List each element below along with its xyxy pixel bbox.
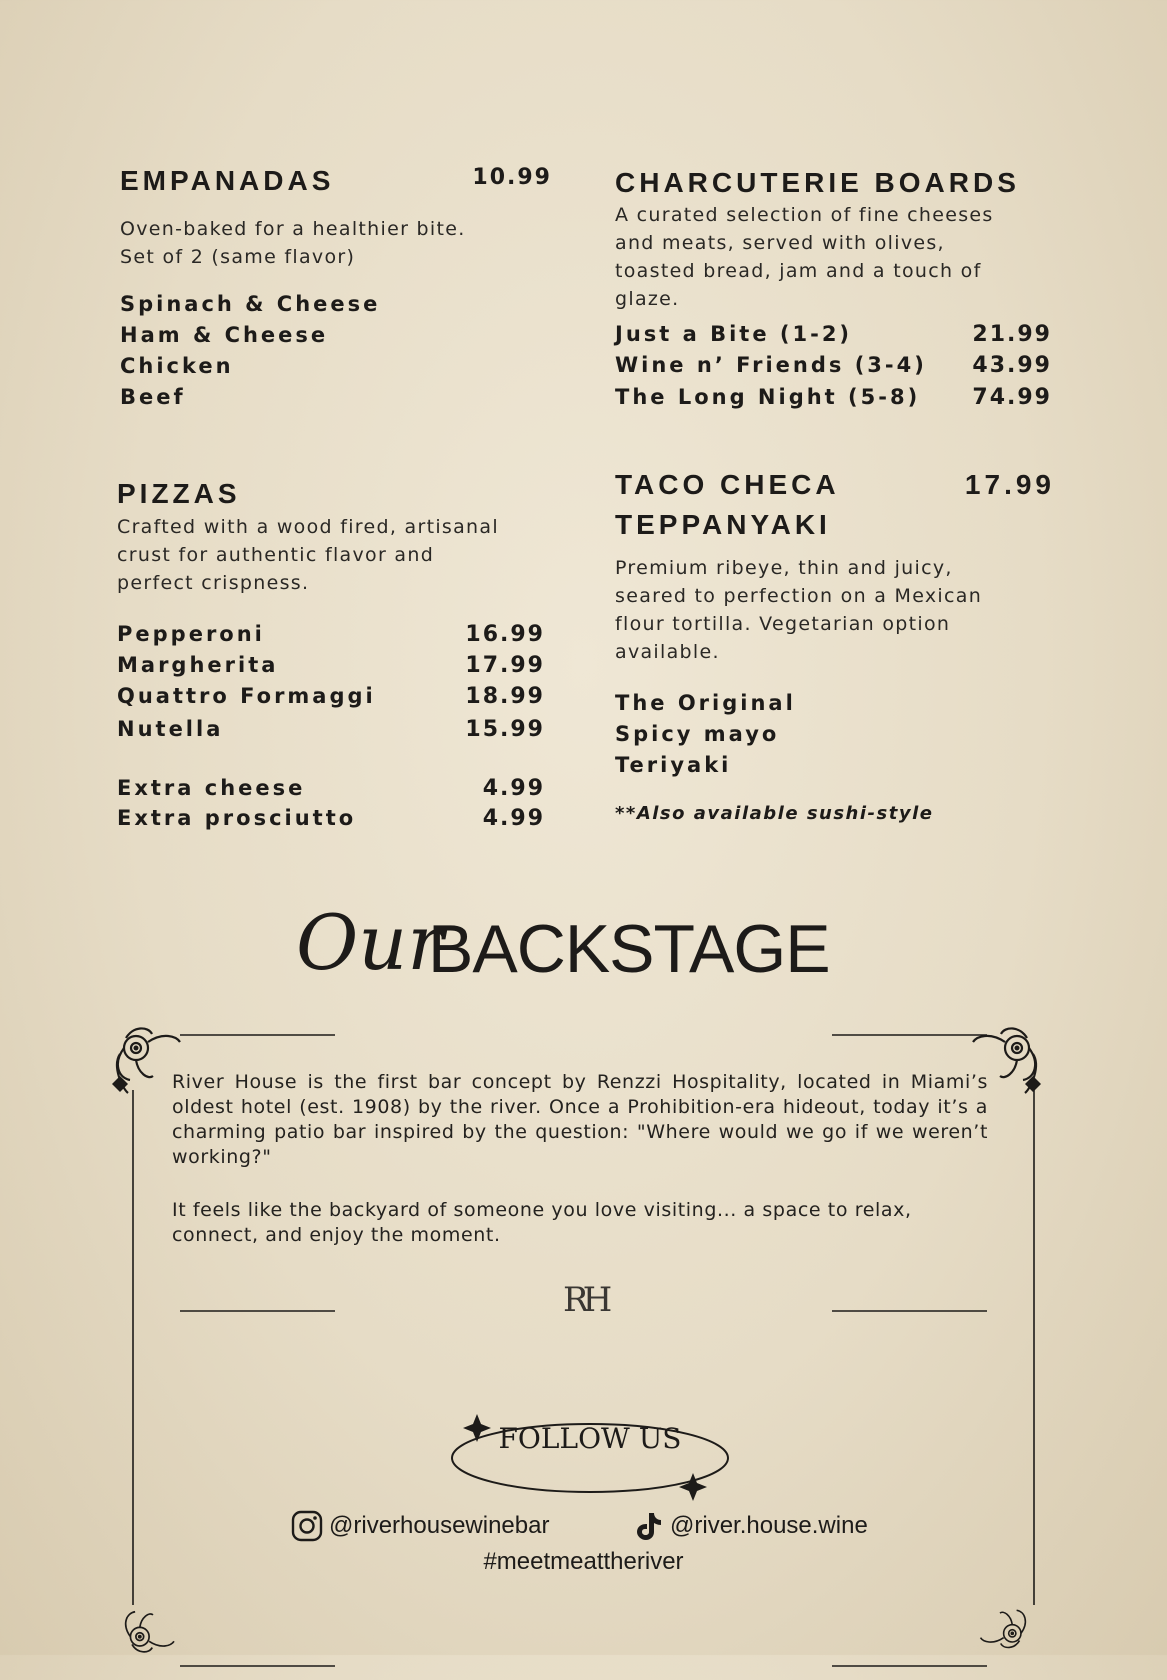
- tiktok-handle-link[interactable]: [632, 1510, 868, 1542]
- item-name: Pepperoni: [117, 622, 265, 646]
- item-price: 17.99: [465, 653, 545, 678]
- menu-row: [117, 776, 545, 801]
- taco-note: **Also available sushi-style: [615, 803, 934, 824]
- hashtag: #meetmeattheriver: [483, 1548, 684, 1575]
- empanadas-price: 10.99: [472, 165, 552, 190]
- item-price: 16.99: [465, 622, 545, 647]
- taco-description: [615, 554, 1055, 666]
- empanadas-description: [120, 215, 560, 271]
- backstage-script-word: Our: [296, 898, 444, 987]
- list-item: The Original: [615, 691, 796, 715]
- charcuterie-title: CHARCUTERIE BOARDS: [615, 167, 1020, 198]
- instagram-handle-link[interactable]: [291, 1510, 549, 1542]
- item-name: Quattro Formaggi: [117, 684, 376, 708]
- item-price: 43.99: [972, 353, 1052, 378]
- taco-price: 17.99: [964, 469, 1055, 500]
- menu-row: [117, 806, 545, 831]
- pizzas-title: PIZZAS: [117, 478, 241, 509]
- taco-flavor-list: [615, 688, 796, 781]
- charcuterie-description: [615, 201, 1055, 313]
- menu-row: [615, 385, 1052, 410]
- item-name: Extra cheese: [117, 776, 306, 800]
- item-name: Margherita: [117, 653, 279, 677]
- charcuterie-desc-line: and meats, served with olives,: [615, 232, 945, 254]
- menu-row: [117, 653, 545, 678]
- item-name: Nutella: [117, 717, 224, 741]
- taco-title-line-2: TEPPANYAKI: [615, 509, 831, 540]
- item-name: Extra prosciutto: [117, 806, 357, 830]
- backstage-story-paragraph-1: River House is the first bar concept by Renzzi Hospitality, located in Miami’s oldest hotel (est. 1908) by the river. Once a Prohibition-era hideout, today it’s a charming patio bar inspired by the question: "Where would we go if we weren’t working?": [172, 1071, 988, 1168]
- menu-row: [615, 353, 1052, 378]
- item-price: 21.99: [972, 322, 1052, 347]
- taco-desc-line: flour tortilla. Vegetarian option: [615, 613, 951, 635]
- empanadas-title: EMPANADAS: [120, 165, 335, 196]
- list-item: Teriyaki: [615, 753, 732, 777]
- item-price: 4.99: [482, 776, 545, 801]
- item-price: 18.99: [465, 684, 545, 709]
- taco-title-line-1: TACO CHECA: [615, 469, 840, 500]
- taco-desc-line: available.: [615, 641, 720, 663]
- instagram-icon: [291, 1510, 323, 1542]
- item-name: Wine n’ Friends (3-4): [615, 353, 927, 377]
- backstage-heading: BACKSTAGE: [428, 911, 830, 987]
- taco-desc-line: seared to perfection on a Mexican: [615, 585, 983, 607]
- list-item: Beef: [120, 385, 186, 409]
- list-item: Spicy mayo: [615, 722, 780, 746]
- taco-desc-line: Premium ribeye, thin and juicy,: [615, 557, 953, 579]
- charcuterie-desc-line: toasted bread, jam and a touch of: [615, 260, 982, 282]
- charcuterie-desc-line: glaze.: [615, 288, 680, 310]
- backstage-story-paragraph-2: It feels like the backyard of someone you love visiting... a space to relax, connect, and enjoy the moment.: [172, 1199, 912, 1246]
- pizzas-desc-line: crust for authentic flavor and: [117, 544, 435, 566]
- tiktok-icon: [632, 1510, 664, 1542]
- empanadas-desc-line: Set of 2 (same flavor): [120, 246, 356, 268]
- list-item: Chicken: [120, 354, 234, 378]
- item-price: 74.99: [972, 385, 1052, 410]
- item-price: 4.99: [482, 806, 545, 831]
- pizzas-desc-line: Crafted with a wood fired, artisanal: [117, 516, 499, 538]
- monogram-logo: RH: [563, 1280, 607, 1320]
- item-price: 15.99: [465, 717, 545, 742]
- menu-row: [117, 622, 545, 647]
- pizzas-description: [117, 513, 567, 597]
- instagram-handle: @riverhousewinebar: [329, 1512, 550, 1539]
- empanadas-desc-line: Oven-baked for a healthier bite.: [120, 218, 466, 240]
- follow-us-label: FOLLOW US: [498, 1422, 682, 1455]
- tiktok-handle: @river.house.wine: [670, 1512, 868, 1539]
- menu-row: [117, 684, 545, 709]
- item-name: The Long Night (5-8): [615, 385, 921, 409]
- empanadas-flavor-list: [120, 289, 380, 413]
- menu-row: [615, 322, 1052, 347]
- charcuterie-desc-line: A curated selection of fine cheeses: [615, 204, 994, 226]
- pizzas-desc-line: perfect crispness.: [117, 572, 310, 594]
- item-name: Just a Bite (1-2): [615, 322, 853, 346]
- list-item: Spinach & Cheese: [120, 292, 381, 316]
- list-item: Ham & Cheese: [120, 323, 329, 347]
- menu-row: [117, 717, 545, 742]
